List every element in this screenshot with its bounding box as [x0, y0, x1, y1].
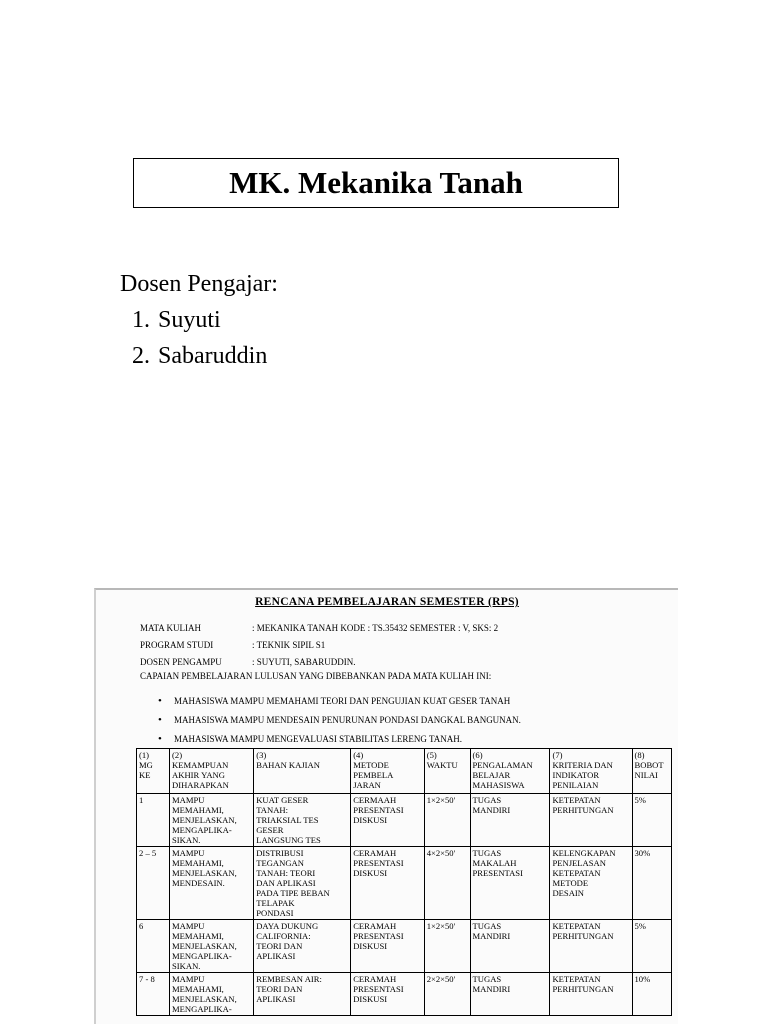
- table-cell: 4×2×50': [424, 847, 470, 920]
- meta-label: MATA KULIAH: [140, 623, 202, 633]
- table-cell: 2 – 5: [137, 847, 170, 920]
- meta-row: [140, 620, 498, 637]
- table-row: [137, 794, 672, 847]
- table-cell: TUGAS MAKALAH PRESENTASI: [470, 847, 550, 920]
- table-cell: CERAMAH PRESENTASI DISKUSI: [351, 973, 425, 1016]
- table-cell: DISTRIBUSI TEGANGAN TANAH: TEORI DAN APLIKASI PADA TIPE BEBAN TELAPAK PONDASI: [254, 847, 351, 920]
- table-row: [137, 973, 672, 1016]
- table-cell: TUGAS MANDIRI: [470, 920, 550, 973]
- column-header: (1) MG KE: [137, 749, 170, 794]
- learning-outcome-item: • MAHASISWA MAMPU MENDESAIN PENURUNAN PONDASI DANGKAL BANGUNAN.: [158, 711, 521, 730]
- rps-document-image: [94, 588, 678, 1024]
- table-row: [137, 847, 672, 920]
- column-header: (7) KRITERIA DAN INDIKATOR PENILAIAN: [550, 749, 632, 794]
- lecturer-item: 1. Suyuti: [156, 302, 278, 338]
- column-header: (3) BAHAN KAJIAN: [254, 749, 351, 794]
- table-cell: KETEPATAN PERHITUNGAN: [550, 973, 632, 1016]
- rps-title: RENCANA PEMBELAJARAN SEMESTER (RPS): [255, 596, 519, 608]
- lecturer-section: [120, 266, 278, 374]
- table-cell: KETEPATAN PERHITUNGAN: [550, 794, 632, 847]
- table-cell: 10%: [632, 973, 672, 1016]
- table-cell: 1: [137, 794, 170, 847]
- table-cell: CERMAAH PRESENTASI DISKUSI: [351, 794, 425, 847]
- table-cell: CERAMAH PRESENTASI DISKUSI: [351, 847, 425, 920]
- column-header: (6) PENGALAMAN BELAJAR MAHASISWA: [470, 749, 550, 794]
- table-cell: CERAMAH PRESENTASI DISKUSI: [351, 920, 425, 973]
- table-cell: 1×2×50': [424, 920, 470, 973]
- meta-row: [140, 654, 498, 671]
- meta-value: : MEKANIKA TANAH KODE : TS.35432 SEMESTER : V, SKS: 2: [252, 623, 499, 633]
- lecturer-list: [120, 302, 278, 374]
- table-cell: TUGAS MANDIRI: [470, 794, 550, 847]
- column-header: (2) KEMAMPUAN AKHIR YANG DIHARAPKAN: [170, 749, 254, 794]
- meta-label: DOSEN PENGAMPU: [140, 657, 222, 667]
- table-cell: KETEPATAN PERHITUNGAN: [550, 920, 632, 973]
- lecturer-item: 2. Sabaruddin: [156, 338, 278, 374]
- course-meta: [140, 620, 498, 671]
- learning-outcome-heading: CAPAIAN PEMBELAJARAN LULUSAN YANG DIBEBANKAN PADA MATA KULIAH INI:: [140, 671, 492, 681]
- table-row: [137, 920, 672, 973]
- table-cell: MAMPU MEMAHAMI, MENJELASKAN, MENGAPLIKA- SIKAN.: [170, 794, 254, 847]
- meta-value: : SUYUTI, SABARUDDIN.: [252, 657, 356, 667]
- table-cell: 7 - 8: [137, 973, 170, 1016]
- column-header: (5) WAKTU: [424, 749, 470, 794]
- table-cell: KUAT GESER TANAH: TRIAKSIAL TES GESER LANGSUNG TES: [254, 794, 351, 847]
- title-box: [133, 158, 619, 208]
- table-cell: MAMPU MEMAHAMI, MENJELASKAN, MENDESAIN.: [170, 847, 254, 920]
- column-header: (8) BOBOT NILAI: [632, 749, 672, 794]
- learning-outcome-item: • MAHASISWA MAMPU MEMAHAMI TEORI DAN PENGUJIAN KUAT GESER TANAH: [158, 692, 521, 711]
- table-cell: 30%: [632, 847, 672, 920]
- meta-label: PROGRAM STUDI: [140, 640, 214, 650]
- table-cell: 1×2×50': [424, 794, 470, 847]
- table-cell: DAYA DUKUNG CALIFORNIA: TEORI DAN APLIKASI: [254, 920, 351, 973]
- table-cell: 2×2×50': [424, 973, 470, 1016]
- table-cell: MAMPU MEMAHAMI, MENJELASKAN, MENGAPLIKA-: [170, 973, 254, 1016]
- table-cell: MAMPU MEMAHAMI, MENJELASKAN, MENGAPLIKA- SIKAN.: [170, 920, 254, 973]
- table-cell: 5%: [632, 920, 672, 973]
- table-cell: TUGAS MANDIRI: [470, 973, 550, 1016]
- rps-table: [136, 748, 672, 1016]
- page-title: MK. Mekanika Tanah: [229, 165, 523, 200]
- table-cell: 6: [137, 920, 170, 973]
- learning-outcome-list: [158, 692, 521, 749]
- meta-row: [140, 637, 498, 654]
- learning-outcome-item: • MAHASISWA MAMPU MENGEVALUASI STABILITAS LERENG TANAH.: [158, 730, 521, 749]
- table-cell: 5%: [632, 794, 672, 847]
- lecturer-heading: Dosen Pengajar:: [120, 271, 278, 297]
- column-header: (4) METODE PEMBELA JARAN: [351, 749, 425, 794]
- table-header-row: [137, 749, 672, 794]
- table-cell: REMBESAN AIR: TEORI DAN APLIKASI: [254, 973, 351, 1016]
- table-cell: KELENGKAPAN PENJELASAN KETEPATAN METODE DESAIN: [550, 847, 632, 920]
- meta-value: : TEKNIK SIPIL S1: [252, 640, 326, 650]
